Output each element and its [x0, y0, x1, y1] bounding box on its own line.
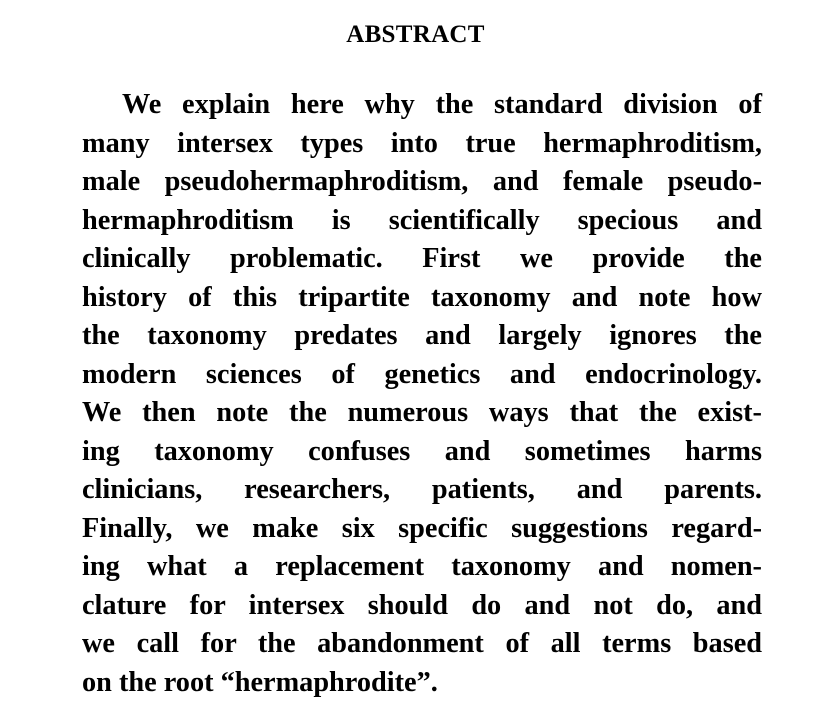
abstract-line: the taxonomy predates and largely ignores the: [82, 320, 762, 351]
abstract-line: history of this tripartite taxonomy and note how: [82, 281, 762, 313]
abstract-line: on the root “hermaphrodite”.: [82, 666, 438, 698]
abstract-line: male pseudohermaphroditism, and female pseudo-: [82, 166, 762, 197]
abstract-heading: ABSTRACT: [346, 21, 485, 48]
abstract-line: We explain here why the standard division of: [122, 89, 762, 120]
abstract-line: many intersex types into true hermaphroditism,: [82, 127, 762, 159]
abstract-body: [82, 86, 762, 702]
abstract-line: we call for the abandonment of all terms based: [82, 628, 762, 659]
abstract-line: We then note the numerous ways that the exist-: [82, 397, 762, 428]
abstract-line: ing what a replacement taxonomy and nomen-: [82, 551, 762, 582]
abstract-line: Finally, we make six specific suggestions regard-: [82, 512, 762, 544]
abstract-line: hermaphroditism is scientifically specious and: [82, 204, 762, 236]
abstract-line: ing taxonomy confuses and sometimes harms: [82, 435, 762, 467]
abstract-line: clature for intersex should do and not do, and: [82, 589, 762, 621]
abstract-line: modern sciences of genetics and endocrinology.: [82, 358, 762, 390]
abstract-line: clinically problematic. First we provide the: [82, 243, 762, 274]
abstract-line: clinicians, researchers, patients, and parents.: [82, 474, 762, 505]
